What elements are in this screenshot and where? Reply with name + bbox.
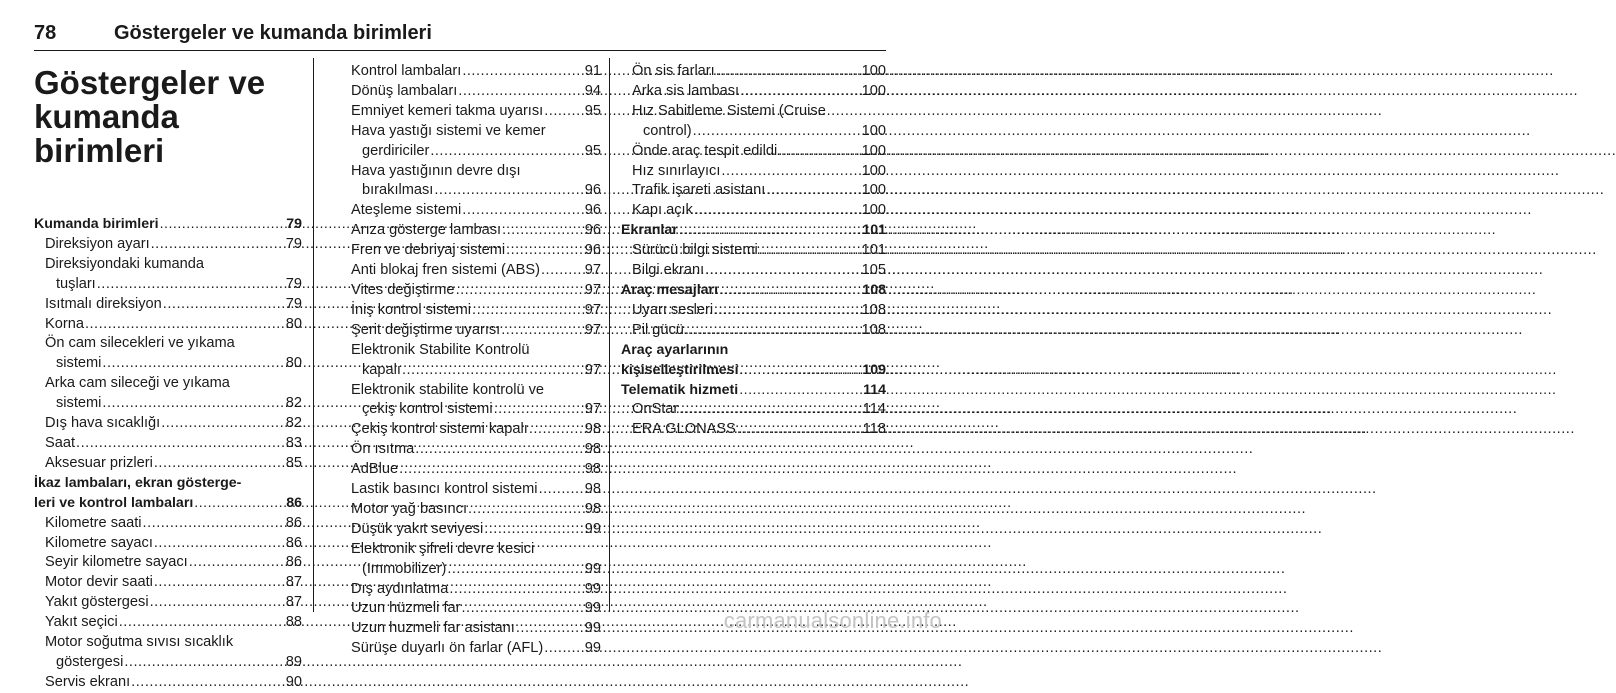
watermark: carmanualsonline.info	[723, 608, 942, 633]
toc-entry[interactable]	[340, 321, 601, 341]
toc-page-number: 87	[285, 574, 302, 591]
dot-leader	[415, 440, 584, 460]
toc-section-heading[interactable]	[621, 361, 886, 381]
toc-entry[interactable]	[621, 321, 886, 341]
toc-entry-label: gerdiriciler	[362, 142, 430, 159]
dot-leader	[529, 420, 584, 440]
toc-entry[interactable]	[340, 142, 601, 162]
toc-entry[interactable]	[340, 580, 601, 600]
toc-entry-label: Emniyet kemeri takma uyarısı	[351, 102, 544, 119]
toc-entry-label: Korna	[45, 315, 84, 332]
toc-entry[interactable]	[34, 534, 302, 554]
toc-entry-label: control)	[643, 122, 692, 139]
chapter-title: Göstergeler ve kumanda birimleri	[34, 64, 266, 169]
toc-entry-label: Direksiyon ayarı	[45, 235, 150, 252]
toc-entry[interactable]	[34, 275, 302, 295]
toc-page-number: 101	[861, 242, 886, 259]
toc-entry[interactable]	[34, 334, 302, 354]
toc-page-number: 86	[285, 534, 302, 551]
toc-page-number: 82	[285, 395, 302, 412]
toc-entry[interactable]	[34, 454, 302, 474]
toc-entry-label: göstergesi	[56, 653, 124, 670]
toc-entry-label: İniş kontrol sistemi	[351, 301, 472, 318]
dot-leader	[502, 221, 584, 241]
toc-entry-label: Kilometre saati	[45, 514, 142, 531]
toc-page-number: 100	[861, 162, 886, 179]
toc-entry-label: Elektronik stabilite kontrolü ve	[351, 381, 545, 398]
toc-entry[interactable]	[34, 394, 302, 414]
toc-column-3	[621, 62, 886, 440]
toc-entry[interactable]	[34, 235, 302, 255]
toc-page-number: 100	[861, 142, 886, 159]
toc-entry-label: Sürücü bilgi sistemi	[632, 242, 758, 259]
toc-column-1	[34, 66, 302, 693]
toc-page-number: 98	[584, 461, 601, 478]
toc-entry[interactable]	[340, 480, 601, 500]
toc-page-number: 95	[584, 142, 601, 159]
toc-entry[interactable]	[621, 142, 886, 162]
toc-page-number: 82	[285, 415, 302, 432]
toc-entry[interactable]	[340, 162, 601, 182]
dot-leader	[462, 201, 583, 221]
dot-leader	[468, 500, 584, 520]
toc-page-number: 101	[862, 222, 886, 239]
toc-page-number: 99	[584, 620, 601, 637]
toc-entry-label: Ekranlar	[621, 222, 678, 239]
toc-entry-label: ERA GLONASS	[632, 421, 736, 438]
toc-entry-label: Bilgi ekranı	[632, 262, 705, 279]
toc-page-number: 109	[862, 361, 886, 378]
toc-section-heading[interactable]	[621, 221, 886, 241]
dot-leader	[539, 480, 584, 500]
dot-leader	[721, 162, 860, 182]
dot-leader	[102, 394, 284, 414]
toc-page-number: 91	[584, 63, 601, 79]
toc-page-number: 80	[285, 315, 302, 332]
toc-entry-label: Arka sis lambası	[632, 82, 740, 99]
toc-entry-label: Şerit değiştirme uyarısı	[351, 321, 501, 338]
toc-page-number: 79	[286, 216, 302, 232]
dot-leader	[447, 560, 583, 580]
toc-page-number: 94	[584, 82, 601, 99]
toc-section-heading[interactable]	[621, 281, 886, 301]
dot-leader	[740, 82, 861, 102]
toc-page-number: 96	[584, 202, 601, 219]
toc-entry[interactable]	[340, 62, 601, 82]
toc-entry[interactable]	[340, 122, 601, 142]
dot-leader	[506, 241, 584, 261]
toc-page-number: 86	[285, 554, 302, 571]
toc-page-number: 100	[861, 82, 886, 99]
toc-page-number: 100	[861, 63, 886, 79]
toc-page-number: 100	[861, 182, 886, 199]
toc-entry[interactable]	[34, 295, 302, 315]
toc-entry[interactable]	[34, 573, 302, 593]
dot-leader	[402, 361, 584, 381]
dot-leader	[739, 381, 862, 401]
running-title: Göstergeler ve kumanda birimleri	[114, 22, 432, 44]
toc-entry[interactable]	[34, 653, 302, 673]
toc-entry-label: Kumanda birimleri	[34, 216, 159, 232]
toc-entry[interactable]	[621, 122, 886, 142]
dot-leader	[131, 673, 285, 693]
toc-page-number: 97	[584, 281, 601, 298]
toc-page-number: 80	[285, 355, 302, 372]
toc-page-number: 108	[861, 321, 886, 338]
toc-entry[interactable]	[340, 361, 601, 381]
toc-section-heading[interactable]	[621, 381, 886, 401]
toc-entry-label: Önde araç tespit edildi	[632, 142, 778, 159]
toc-section-heading[interactable]	[34, 474, 302, 494]
toc-page-number: 100	[861, 122, 886, 139]
toc-entry-label: Sürüşe duyarlı ön farlar (AFL)	[351, 640, 544, 657]
dot-leader	[434, 181, 583, 201]
dot-leader	[163, 295, 285, 315]
toc-entry-label: Ateşleme sistemi	[351, 202, 462, 219]
dot-leader	[456, 281, 584, 301]
toc-entry[interactable]	[34, 633, 302, 653]
dot-leader	[719, 281, 861, 301]
dot-leader	[472, 301, 584, 321]
toc-entry-label: Kontrol lambaları	[351, 63, 462, 79]
toc-section-heading[interactable]	[34, 215, 302, 235]
toc-entry-label: Pil gücü	[632, 321, 684, 338]
toc-page-number: 86	[285, 514, 302, 531]
toc-entry[interactable]	[34, 593, 302, 613]
toc-page-number: 83	[285, 434, 302, 451]
dot-leader	[449, 580, 583, 600]
toc-page-number: 99	[584, 600, 601, 617]
dot-leader	[160, 215, 286, 235]
toc-entry[interactable]	[340, 460, 601, 480]
toc-page-number: 98	[584, 481, 601, 498]
toc-entry[interactable]	[34, 553, 302, 573]
toc-entry[interactable]	[621, 162, 886, 182]
toc-entry[interactable]	[340, 301, 601, 321]
toc-page-number: 96	[584, 182, 601, 199]
header-rule	[34, 50, 886, 51]
toc-entry-label: Arka cam sileceği ve yıkama	[45, 375, 230, 392]
toc-page-number: 97	[584, 361, 601, 378]
toc-entry-label: çekiş kontrol sistemi	[362, 401, 493, 418]
dot-leader	[705, 261, 860, 281]
toc-entry[interactable]	[340, 619, 601, 639]
toc-page-number: 98	[584, 500, 601, 517]
toc-entry[interactable]	[340, 381, 601, 401]
dot-leader	[516, 619, 584, 639]
dot-leader	[778, 142, 860, 162]
toc-entry[interactable]	[340, 102, 601, 122]
toc-entry-label: Ön cam silecekleri ve yıkama	[45, 335, 235, 352]
toc-entry[interactable]	[621, 241, 886, 261]
toc-entry-label: Düşük yakıt seviyesi	[351, 520, 484, 537]
dot-leader	[189, 553, 285, 573]
toc-entry[interactable]	[34, 434, 302, 454]
dot-leader	[462, 62, 583, 82]
toc-entry-label: bırakılması	[362, 182, 434, 199]
toc-page-number: 86	[286, 494, 302, 511]
toc-entry[interactable]	[340, 639, 601, 659]
toc-page-number: 88	[285, 614, 302, 631]
dot-leader	[544, 102, 584, 122]
toc-page-number: 97	[584, 401, 601, 418]
dot-leader	[766, 181, 860, 201]
dot-leader	[685, 321, 861, 341]
toc-entry[interactable]	[34, 414, 302, 434]
toc-entry-label: Seyir kilometre sayacı	[45, 554, 188, 571]
dot-leader	[150, 593, 285, 613]
toc-entry-label: Hava yastığı sistemi ve kemer	[351, 122, 546, 139]
dot-leader	[143, 514, 285, 534]
toc-page-number: 105	[861, 262, 886, 279]
toc-entry-label: Arıza gösterge lambası	[351, 222, 502, 239]
dot-leader	[124, 653, 284, 673]
toc-entry[interactable]	[621, 261, 886, 281]
toc-entry-label: Kapı açık	[632, 202, 693, 219]
toc-page-number: 99	[584, 520, 601, 537]
toc-entry-label: Ön ısıtma	[351, 441, 415, 458]
toc-entry-label: Çekiş kontrol sistemi kapalı	[351, 421, 528, 438]
toc-entry[interactable]	[340, 540, 601, 560]
dot-leader	[737, 420, 862, 440]
toc-column-2	[340, 62, 601, 659]
toc-entry[interactable]	[340, 560, 601, 580]
toc-page-number: 108	[861, 301, 886, 318]
dot-leader	[484, 520, 584, 540]
toc-page-number: 79	[285, 275, 302, 292]
toc-entry[interactable]	[34, 315, 302, 335]
toc-page-number: 79	[285, 295, 302, 312]
dot-leader	[154, 534, 285, 554]
toc-entry-label: leri ve kontrol lambaları	[34, 494, 194, 511]
toc-entry[interactable]	[34, 255, 302, 275]
toc-entry[interactable]	[621, 62, 886, 82]
toc-entry-label: Servis ekranı	[45, 673, 131, 690]
toc-entry-label: Anti blokaj fren sistemi (ABS)	[351, 262, 540, 279]
toc-page-number: 96	[584, 222, 601, 239]
toc-list-3	[621, 62, 886, 440]
toc-entry-label: Araç mesajları	[621, 281, 719, 298]
toc-entry-label: Elektronik Stabilite Kontrolü	[351, 341, 530, 358]
dot-leader	[76, 434, 285, 454]
toc-page-number: 98	[584, 441, 601, 458]
toc-entry-label: Hız sınırlayıcı	[632, 162, 721, 179]
toc-entry-label: Kilometre sayacı	[45, 534, 153, 551]
toc-entry[interactable]	[340, 82, 601, 102]
toc-page-number: 97	[584, 301, 601, 318]
toc-entry-label: sistemi	[56, 355, 102, 372]
dot-leader	[194, 494, 285, 514]
dot-leader	[541, 261, 584, 281]
toc-entry-label: Motor soğutma sıvısı sıcaklık	[45, 634, 234, 651]
toc-entry[interactable]	[340, 599, 601, 619]
toc-entry-label: kapalı	[362, 361, 401, 378]
toc-entry-label: OnStar	[632, 401, 679, 418]
dot-leader	[694, 201, 861, 221]
dot-leader	[154, 454, 285, 474]
toc-page-number: 95	[584, 102, 601, 119]
toc-entry[interactable]	[340, 341, 601, 361]
toc-entry-label: Dış hava sıcaklığı	[45, 415, 161, 432]
toc-entry-label: Telematik hizmeti	[621, 381, 739, 398]
toc-entry-label: Vites değiştirme	[351, 281, 455, 298]
toc-entry-label: Dış aydınlatma	[351, 580, 449, 597]
toc-entry[interactable]	[340, 261, 601, 281]
toc-entry[interactable]	[340, 420, 601, 440]
dot-leader	[102, 354, 284, 374]
toc-entry-label: Yakıt seçici	[45, 614, 118, 631]
toc-entry[interactable]	[34, 673, 302, 693]
toc-entry-label: Fren ve debriyaj sistemi	[351, 242, 506, 259]
toc-section-heading[interactable]	[621, 341, 886, 361]
toc-page-number: 114	[862, 401, 886, 418]
toc-entry[interactable]	[340, 181, 601, 201]
toc-page-number: 90	[285, 673, 302, 690]
toc-page-number: 96	[584, 242, 601, 259]
toc-entry[interactable]	[34, 613, 302, 633]
toc-entry-label: Araç ayarlarının	[621, 341, 729, 358]
toc-entry[interactable]	[340, 440, 601, 460]
toc-entry[interactable]	[340, 520, 601, 540]
toc-entry-label: tuşları	[56, 275, 96, 292]
toc-page-number: 79	[285, 235, 302, 252]
toc-entry[interactable]	[34, 514, 302, 534]
toc-entry-label: Ön sis farları	[632, 63, 715, 79]
dot-leader	[759, 241, 861, 261]
dot-leader	[97, 275, 285, 295]
toc-entry-label: Direksiyondaki kumanda	[45, 255, 204, 272]
toc-entry[interactable]	[621, 102, 886, 122]
toc-page-number: 98	[584, 421, 601, 438]
dot-leader	[714, 301, 861, 321]
toc-entry[interactable]	[621, 181, 886, 201]
dot-leader	[85, 315, 285, 335]
toc-entry-label: Yakıt göstergesi	[45, 594, 149, 611]
toc-entry[interactable]	[34, 354, 302, 374]
toc-entry[interactable]	[621, 420, 886, 440]
toc-entry[interactable]	[34, 374, 302, 394]
toc-entry-label: Saat	[45, 434, 76, 451]
dot-leader	[693, 122, 861, 142]
toc-entry[interactable]	[340, 400, 601, 420]
dot-leader	[494, 400, 584, 420]
toc-entry-label: AdBlue	[351, 461, 399, 478]
toc-entry[interactable]	[621, 201, 886, 221]
toc-page-number: 100	[861, 202, 886, 219]
toc-entry[interactable]	[340, 500, 601, 520]
toc-entry[interactable]	[621, 301, 886, 321]
toc-entry-label: Lastik basıncı kontrol sistemi	[351, 481, 538, 498]
toc-entry-label: Isıtmalı direksiyon	[45, 295, 162, 312]
toc-entry-label: sistemi	[56, 395, 102, 412]
toc-entry-label: Motor yağ basıncı	[351, 500, 467, 517]
dot-leader	[399, 460, 584, 480]
toc-entry-label: (Immobilizer)	[362, 560, 447, 577]
toc-entry[interactable]	[340, 241, 601, 261]
toc-page-number: 89	[285, 653, 302, 670]
toc-entry-label: Aksesuar prizleri	[45, 454, 153, 471]
toc-list-2	[340, 62, 601, 659]
toc-page-number: 118	[862, 421, 886, 438]
dot-leader	[740, 361, 862, 381]
toc-page-number: 97	[584, 321, 601, 338]
toc-section-heading[interactable]	[34, 494, 302, 514]
toc-entry-label: Uzun hüzmeli far	[351, 600, 461, 617]
toc-entry-label: Uyarı sesleri	[632, 301, 714, 318]
toc-entry-label: Hız Sabitleme Sistemi (Cruise	[632, 102, 826, 119]
toc-entry[interactable]	[340, 281, 601, 301]
toc-entry[interactable]	[340, 221, 601, 241]
dot-leader	[161, 414, 285, 434]
dot-leader	[151, 235, 285, 255]
toc-entry[interactable]	[621, 400, 886, 420]
toc-entry[interactable]	[621, 82, 886, 102]
dot-leader	[716, 62, 861, 82]
toc-entry-label: İkaz lambaları, ekran gösterge-	[34, 474, 242, 491]
dot-leader	[544, 639, 584, 659]
toc-page-number: 114	[863, 381, 886, 398]
dot-leader	[679, 400, 862, 420]
toc-page-number: 99	[584, 640, 601, 657]
dot-leader	[501, 321, 584, 341]
toc-entry-label: Trafik işareti asistanı	[632, 182, 766, 199]
dot-leader	[154, 573, 285, 593]
toc-page-number: 108	[862, 281, 886, 298]
toc-entry-label: kişiselleştirilmesi	[621, 361, 739, 378]
toc-page-number: 87	[285, 594, 302, 611]
toc-page-number: 97	[584, 262, 601, 279]
dot-leader	[679, 221, 862, 241]
toc-page-number: 99	[584, 580, 601, 597]
toc-list-1	[34, 215, 302, 693]
dot-leader	[462, 599, 584, 619]
toc-entry[interactable]	[340, 201, 601, 221]
toc-entry-label: Elektronik şifreli devre kesici	[351, 540, 535, 557]
toc-entry-label: Hava yastığının devre dışı	[351, 162, 521, 179]
toc-page-number: 85	[285, 454, 302, 471]
toc-entry-label: Motor devir saati	[45, 574, 153, 591]
toc-entry-label: Uzun huzmeli far asistanı	[351, 620, 515, 637]
page-number: 78	[34, 22, 57, 44]
page-header	[34, 22, 886, 50]
toc-entry-label: Dönüş lambaları	[351, 82, 458, 99]
dot-leader	[430, 142, 583, 162]
dot-leader	[119, 613, 285, 633]
toc-page-number: 99	[584, 560, 601, 577]
dot-leader	[458, 82, 584, 102]
